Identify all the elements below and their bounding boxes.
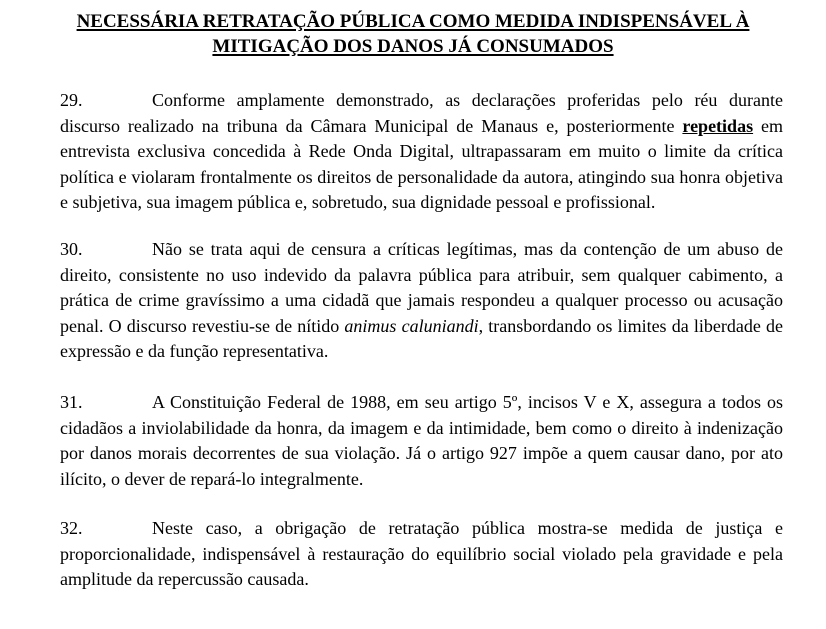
paragraph-text: A Constituição Federal de 1988, em seu artigo 5º, incisos V e X, assegura a todos os cidadãos a inviolabilidade da honra, da imagem e da intimidade, bem como o direito à indenização por danos morais decorrentes de sua violação. Já o artigo 927 impõe a quem causar dano, por ato ilícito, o dever de repará-lo integralmente. — [60, 392, 783, 489]
paragraph-number: 32. — [60, 518, 83, 538]
paragraph-text: em entrevista exclusiva concedida à Rede Onda Digital, ultrapassaram em muito o limite da crítica política e violaram frontalmente os direitos de personalidade da autora, atingindo sua honra objetiva e subjetiva, sua imagem pública e, sobretudo, sua dignidade pessoal e profissional. — [60, 115, 783, 212]
paragraph-text: , transbordando os limites da liberdade de expressão e da função representativa. — [60, 315, 784, 361]
paragraph-text: Conforme amplamente demonstrado, as declarações proferidas pelo réu durante discurso realizado na tribuna da Câmara Municipal de Manaus e, posteriormente — [60, 90, 783, 136]
paragraph-30 — [60, 237, 783, 365]
heading-line-1: NECESSÁRIA RETRATAÇÃO PÚBLICA COMO MEDIDA INDISPENSÁVEL À — [76, 11, 750, 32]
emphasized-word: repetidas — [682, 115, 754, 136]
heading-line-2: MITIGAÇÃO DOS DANOS JÁ CONSUMADOS — [212, 36, 614, 57]
latin-term: animus caluniandi — [344, 315, 479, 336]
paragraph-text: Neste caso, a obrigação de retratação pública mostra-se medida de justiça e proporcionalidade, indispensável à restauração do equilíbrio social violado pela gravidade e pela amplitude da repercussão causada. — [60, 518, 783, 589]
paragraph-29 — [60, 88, 783, 216]
paragraph-number: 30. — [60, 239, 83, 259]
paragraph-text: Não se trata aqui de censura a críticas legítimas, mas da contenção de um abuso de direito, consistente no uso indevido da palavra pública para atribuir, sem qualquer cabimento, a prática de crime gravíssimo a uma cidadã que jamais respondeu a qualquer processo ou acusação penal. O discurso revestiu-se de nítido — [60, 239, 783, 336]
paragraph-32 — [60, 516, 783, 593]
paragraph-number: 29. — [60, 90, 83, 110]
paragraph-number: 31. — [60, 392, 83, 412]
paragraph-31 — [60, 390, 783, 492]
section-heading — [40, 9, 786, 59]
